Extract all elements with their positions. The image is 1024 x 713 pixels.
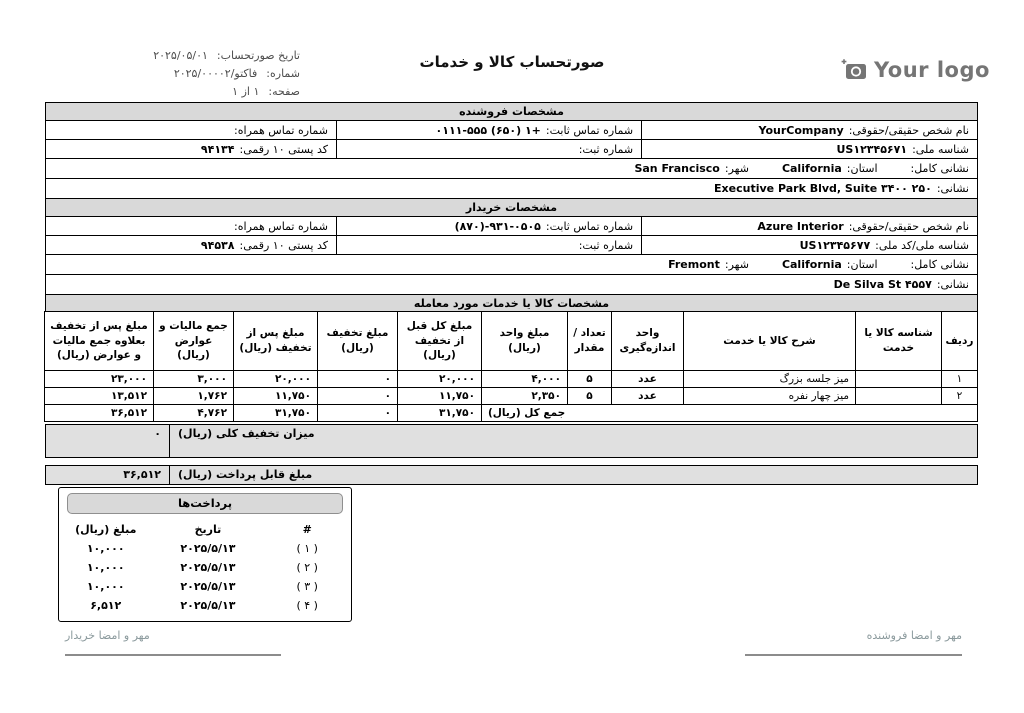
item-row	[45, 388, 978, 405]
payment-date: ۲۰۲۵/۵/۱۳	[180, 542, 236, 555]
buyer-national-id-value: US۱۲۳۴۵۶۷۷	[799, 238, 871, 252]
item-after-discount: ۲۰,۰۰۰	[274, 373, 311, 385]
item-final: ۱۳,۵۱۲	[110, 390, 147, 402]
payment-row	[59, 577, 351, 596]
buyer-address-cell	[46, 275, 977, 294]
item-total-before: ۲۰,۰۰۰	[438, 373, 475, 385]
item-row-number: ۱	[942, 371, 978, 388]
buyer-mobile-label: شماره تماس همراه:	[234, 219, 328, 233]
payable-label: مبلغ قابل پرداخت (ریال)	[178, 468, 313, 481]
buyer-address-value: De Silva St ۴۵۵۷	[833, 278, 932, 291]
buyer-city-value: Fremont	[668, 258, 720, 271]
seller-full-address-group	[906, 162, 969, 175]
payment-num-header: #	[302, 523, 312, 536]
grand-total-after-discount: ۳۱,۷۵۰	[274, 407, 311, 419]
seller-reg-cell	[337, 140, 642, 158]
items-table	[44, 311, 978, 422]
payments-box	[58, 487, 352, 622]
items-total-row	[45, 405, 978, 422]
col-total-before-discount: مبلغ کل قبل از تخفیف (ریال)	[398, 312, 482, 371]
seller-national-id-label: شناسه ملی:	[912, 142, 969, 156]
invoice-date-value: ۲۰۲۵/۰۵/۰۱	[153, 49, 208, 62]
item-unit: عدد	[612, 388, 684, 405]
overall-discount-label: میزان تخفیف کلی (ریال)	[178, 427, 315, 440]
seller-row-3	[46, 158, 977, 178]
seller-full-address-label: نشانی کامل:	[910, 162, 969, 175]
buyer-reg-cell	[337, 236, 642, 254]
col-row: ردیف	[942, 312, 978, 371]
item-after-discount: ۱۱,۷۵۰	[274, 390, 311, 402]
seller-full-address-cell	[46, 159, 977, 178]
payment-num: ( ۱ )	[296, 542, 318, 555]
overall-discount-band	[45, 424, 978, 458]
buyer-mobile-cell	[46, 217, 337, 235]
item-total-before: ۱۱,۷۵۰	[438, 390, 475, 402]
item-final: ۲۳,۰۰۰	[110, 373, 147, 385]
seller-postal-label: کد پستی ۱۰ رقمی:	[239, 142, 328, 156]
buyer-state-label: استان:	[846, 258, 878, 271]
payment-date-header: تاریخ	[194, 523, 222, 536]
buyer-section	[45, 198, 978, 295]
seller-state-value: California	[781, 162, 842, 175]
seller-mobile-cell	[46, 121, 337, 139]
payment-amount: ۶,۵۱۲	[90, 599, 122, 612]
payable-band	[45, 465, 978, 485]
items-section-title: مشخصات کالا یا خدمات مورد معامله	[46, 295, 977, 312]
buyer-city-label: شهر:	[724, 258, 749, 271]
buyer-name-value: Azure Interior	[757, 219, 844, 233]
payment-row	[59, 539, 351, 558]
grand-total-discount: ۰	[384, 407, 391, 419]
buyer-section-title: مشخصات خریدار	[46, 199, 977, 217]
buyer-signature-area	[65, 629, 281, 656]
col-final-amount: مبلغ پس از تخفیف بعلاوه جمع مالیات و عوارض (ریال)	[45, 312, 154, 371]
item-qty: ۵	[568, 388, 612, 405]
invoice-body	[45, 103, 978, 485]
logo-text: Your logo	[874, 58, 990, 82]
seller-name-label: نام شخص حقیقی/حقوقی:	[848, 123, 969, 137]
items-header-row	[45, 312, 978, 371]
buyer-national-id-label: شناسه ملی/کد ملی:	[875, 238, 969, 252]
seller-city-value: San Francisco	[634, 162, 720, 175]
buyer-row-3	[46, 254, 977, 274]
item-unit-price: ۴,۰۰۰	[531, 373, 561, 385]
item-tax: ۳,۰۰۰	[197, 373, 227, 385]
payment-num: ( ۳ )	[296, 580, 318, 593]
buyer-state-value: California	[781, 258, 842, 271]
seller-national-id-value: US۱۲۳۴۵۶۷۱	[836, 142, 908, 156]
buyer-address-label: نشانی:	[936, 278, 969, 291]
payment-row	[59, 596, 351, 615]
buyer-phone-value: (۸۷۰)-۹۳۱-۰۵۰۵	[454, 219, 541, 233]
col-unit-price: مبلغ واحد (ریال)	[482, 312, 568, 371]
payable-value: ۳۶,۵۱۲	[123, 468, 161, 481]
seller-section	[45, 102, 978, 199]
grand-total-tax: ۴,۷۶۲	[197, 407, 227, 419]
seller-row-1	[46, 121, 977, 139]
buyer-postal-value: ۹۴۵۳۸	[200, 238, 235, 252]
item-unit: عدد	[612, 371, 684, 388]
item-id	[856, 371, 942, 388]
col-unit: واحد اندازه‌گیری	[612, 312, 684, 371]
invoice-number-label: شماره:	[266, 67, 300, 80]
item-row	[45, 371, 978, 388]
buyer-postal-label: کد پستی ۱۰ رقمی:	[239, 238, 328, 252]
buyer-signature-label: مهر و امضا خریدار	[65, 629, 150, 642]
items-section	[45, 294, 978, 312]
item-unit-price: ۲,۳۵۰	[531, 390, 561, 402]
seller-state-label: استان:	[846, 162, 878, 175]
item-tax: ۱,۷۶۲	[197, 390, 227, 402]
seller-address-value: Executive Park Blvd, Suite ۳۴۰۰ ۲۵۰	[714, 182, 932, 195]
buyer-row-4	[46, 274, 977, 294]
overall-discount-value: ۰	[154, 427, 161, 440]
seller-address-label: نشانی:	[936, 182, 969, 195]
page-title: صورتحساب کالا و خدمات	[419, 53, 605, 71]
payment-row	[59, 558, 351, 577]
buyer-full-address-label: نشانی کامل:	[910, 258, 969, 271]
meta-row-page	[40, 83, 300, 101]
item-id	[856, 388, 942, 405]
payment-amount: ۱۰,۰۰۰	[86, 561, 125, 574]
grand-total-before: ۳۱,۷۵۰	[438, 407, 475, 419]
meta-row-number	[40, 65, 300, 83]
buyer-reg-label: شماره ثبت:	[578, 238, 634, 252]
buyer-national-id-cell	[642, 236, 977, 254]
seller-row-2	[46, 139, 977, 158]
seller-postal-value: ۹۴۱۳۴	[200, 142, 235, 156]
payment-date: ۲۰۲۵/۵/۱۳	[180, 599, 236, 612]
col-discount: مبلغ تخفیف (ریال)	[318, 312, 398, 371]
page-count-label: صفحه:	[268, 85, 300, 98]
item-description: میز چهار نفره	[684, 388, 856, 405]
payment-amount: ۱۰,۰۰۰	[86, 542, 125, 555]
item-discount: ۰	[384, 373, 391, 385]
payment-num: ( ۲ )	[296, 561, 318, 574]
seller-address-cell	[46, 179, 977, 198]
item-row-number: ۲	[942, 388, 978, 405]
payment-amount: ۱۰,۰۰۰	[86, 580, 125, 593]
buyer-city-group	[663, 258, 749, 271]
seller-signature-label: مهر و امضا فروشنده	[866, 629, 962, 642]
seller-phone-value: ۰۱۱۱-۵۵۵ (۶۵۰) ۱+	[435, 123, 541, 137]
company-logo	[841, 58, 990, 82]
invoice-number-value: فاکتو/۲۰۲۵/۰۰۰۰۲	[173, 67, 258, 80]
col-description: شرح کالا یا خدمت	[684, 312, 856, 371]
payments-title: پرداخت‌ها	[67, 493, 343, 514]
col-tax: جمع مالیات و عوارض (ریال)	[154, 312, 234, 371]
item-qty: ۵	[568, 371, 612, 388]
buyer-row-2	[46, 235, 977, 254]
buyer-row-1	[46, 217, 977, 235]
payments-table	[59, 520, 351, 615]
payment-date: ۲۰۲۵/۵/۱۳	[180, 561, 236, 574]
seller-section-title: مشخصات فروشنده	[46, 103, 977, 121]
invoice-meta	[40, 47, 300, 101]
grand-total-label: جمع کل (ریال)	[482, 405, 978, 422]
seller-national-id-cell	[642, 140, 977, 158]
col-item-id: شناسه کالا یا خدمت	[856, 312, 942, 371]
seller-postal-cell	[46, 140, 337, 158]
buyer-full-address-group	[906, 258, 969, 271]
seller-state-group	[777, 162, 878, 175]
buyer-phone-label: شماره تماس ثابت:	[545, 219, 634, 233]
col-after-discount: مبلغ پس از تخفیف (ریال)	[234, 312, 318, 371]
buyer-state-group	[777, 258, 878, 271]
seller-name-value: YourCompany	[758, 123, 844, 137]
col-qty: تعداد / مقدار	[568, 312, 612, 371]
payments-header-row	[59, 520, 351, 539]
seller-row-4	[46, 178, 977, 198]
seller-reg-label: شماره ثبت:	[578, 142, 634, 156]
item-description: میز جلسه بزرگ	[684, 371, 856, 388]
invoice-date-label: تاریخ صورتحساب:	[216, 49, 300, 62]
camera-icon	[841, 58, 867, 82]
item-discount: ۰	[384, 390, 391, 402]
payment-amount-header: مبلغ (ریال)	[75, 523, 137, 536]
seller-city-label: شهر:	[724, 162, 749, 175]
payment-num: ( ۴ )	[296, 599, 318, 612]
seller-phone-cell	[337, 121, 642, 139]
buyer-phone-cell	[337, 217, 642, 235]
seller-phone-label: شماره تماس ثابت:	[545, 123, 634, 137]
seller-city-group	[629, 162, 748, 175]
buyer-name-label: نام شخص حقیقی/حقوقی:	[848, 219, 969, 233]
buyer-postal-cell	[46, 236, 337, 254]
seller-name-cell	[642, 121, 977, 139]
meta-row-date	[40, 47, 300, 65]
seller-signature-line	[745, 654, 962, 656]
buyer-full-address-cell	[46, 255, 977, 274]
grand-total-final: ۳۶,۵۱۲	[110, 407, 147, 419]
page-count-value: ۱ از ۱	[232, 85, 260, 98]
seller-mobile-label: شماره تماس همراه:	[234, 123, 328, 137]
seller-signature-area	[745, 629, 962, 656]
payment-date: ۲۰۲۵/۵/۱۳	[180, 580, 236, 593]
buyer-name-cell	[642, 217, 977, 235]
buyer-signature-line	[65, 654, 281, 656]
